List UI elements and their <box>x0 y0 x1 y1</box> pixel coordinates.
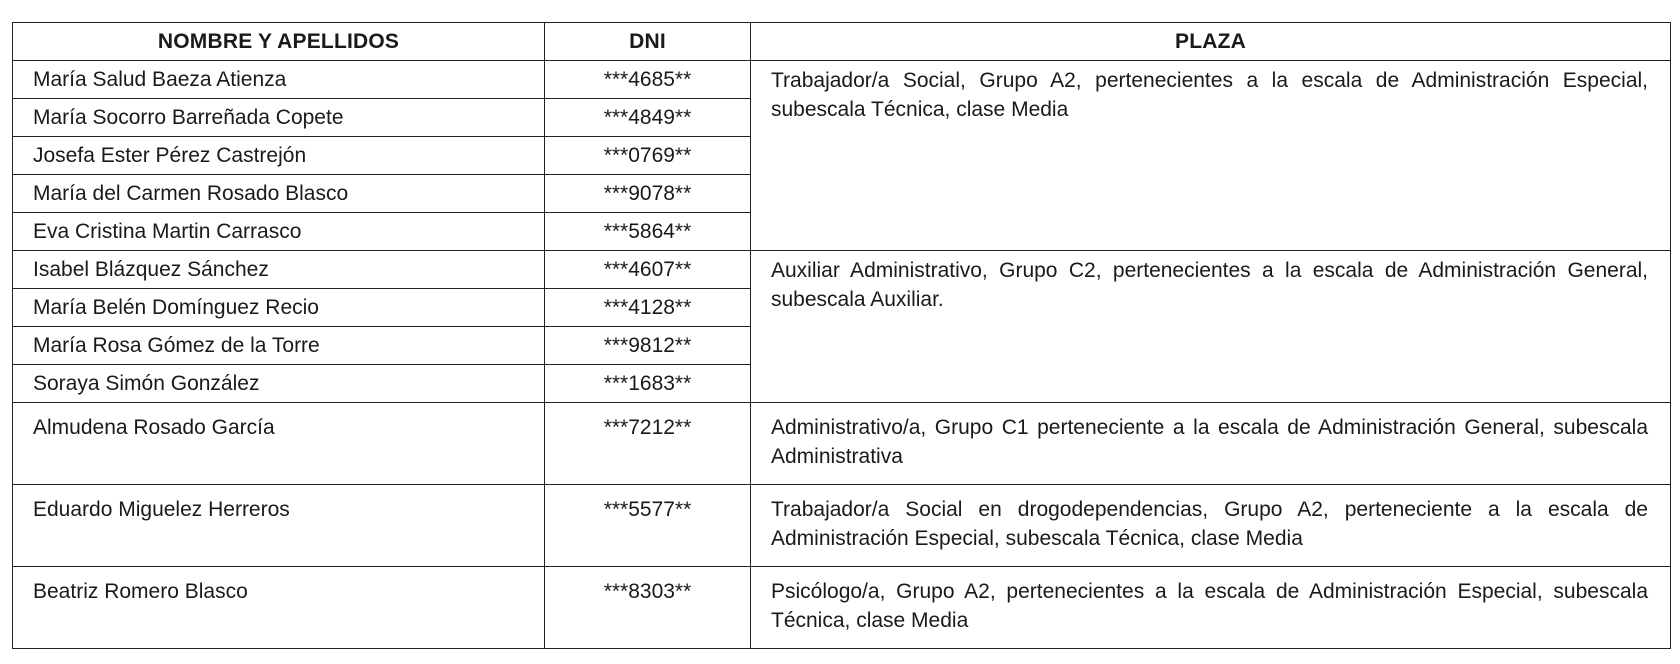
person-name: Beatriz Romero Blasco <box>13 567 545 649</box>
person-dni: ***7212** <box>545 403 751 485</box>
person-dni: ***9812** <box>545 327 751 365</box>
table-row <box>13 403 1671 485</box>
person-dni: ***4607** <box>545 251 751 289</box>
appointments-table <box>12 22 1671 649</box>
person-name: María Socorro Barreñada Copete <box>13 99 545 137</box>
person-name: María del Carmen Rosado Blasco <box>13 175 545 213</box>
plaza-description: Auxiliar Administrativo, Grupo C2, pertenecientes a la escala de Administración General, subescala Auxiliar. <box>751 251 1671 403</box>
person-name: María Belén Domínguez Recio <box>13 289 545 327</box>
person-name: Eva Cristina Martin Carrasco <box>13 213 545 251</box>
plaza-description: Psicólogo/a, Grupo A2, pertenecientes a la escala de Administración Especial, subescala Técnica, clase Media <box>751 567 1671 649</box>
plaza-description: Trabajador/a Social, Grupo A2, pertenecientes a la escala de Administración Especial, subescala Técnica, clase Media <box>751 61 1671 251</box>
person-dni: ***0769** <box>545 137 751 175</box>
document-page <box>12 22 1671 649</box>
header-plaza: PLAZA <box>751 23 1671 61</box>
person-name: Almudena Rosado García <box>13 403 545 485</box>
person-dni: ***5864** <box>545 213 751 251</box>
person-dni: ***1683** <box>545 365 751 403</box>
header-name: NOMBRE Y APELLIDOS <box>13 23 545 61</box>
person-name: Eduardo Miguelez Herreros <box>13 485 545 567</box>
header-dni: DNI <box>545 23 751 61</box>
plaza-description: Administrativo/a, Grupo C1 perteneciente a la escala de Administración General, subescala Administrativa <box>751 403 1671 485</box>
person-dni: ***4685** <box>545 61 751 99</box>
person-dni: ***9078** <box>545 175 751 213</box>
table-row <box>13 61 1671 99</box>
table-row <box>13 251 1671 289</box>
person-dni: ***8303** <box>545 567 751 649</box>
person-name: María Rosa Gómez de la Torre <box>13 327 545 365</box>
person-dni: ***4128** <box>545 289 751 327</box>
table-row <box>13 485 1671 567</box>
person-name: María Salud Baeza Atienza <box>13 61 545 99</box>
person-dni: ***4849** <box>545 99 751 137</box>
person-name: Josefa Ester Pérez Castrejón <box>13 137 545 175</box>
person-name: Isabel Blázquez Sánchez <box>13 251 545 289</box>
person-name: Soraya Simón González <box>13 365 545 403</box>
table-header-row <box>13 23 1671 61</box>
person-dni: ***5577** <box>545 485 751 567</box>
table-row <box>13 567 1671 649</box>
plaza-description: Trabajador/a Social en drogodependencias, Grupo A2, perteneciente a la escala de Administración Especial, subescala Técnica, clase Media <box>751 485 1671 567</box>
